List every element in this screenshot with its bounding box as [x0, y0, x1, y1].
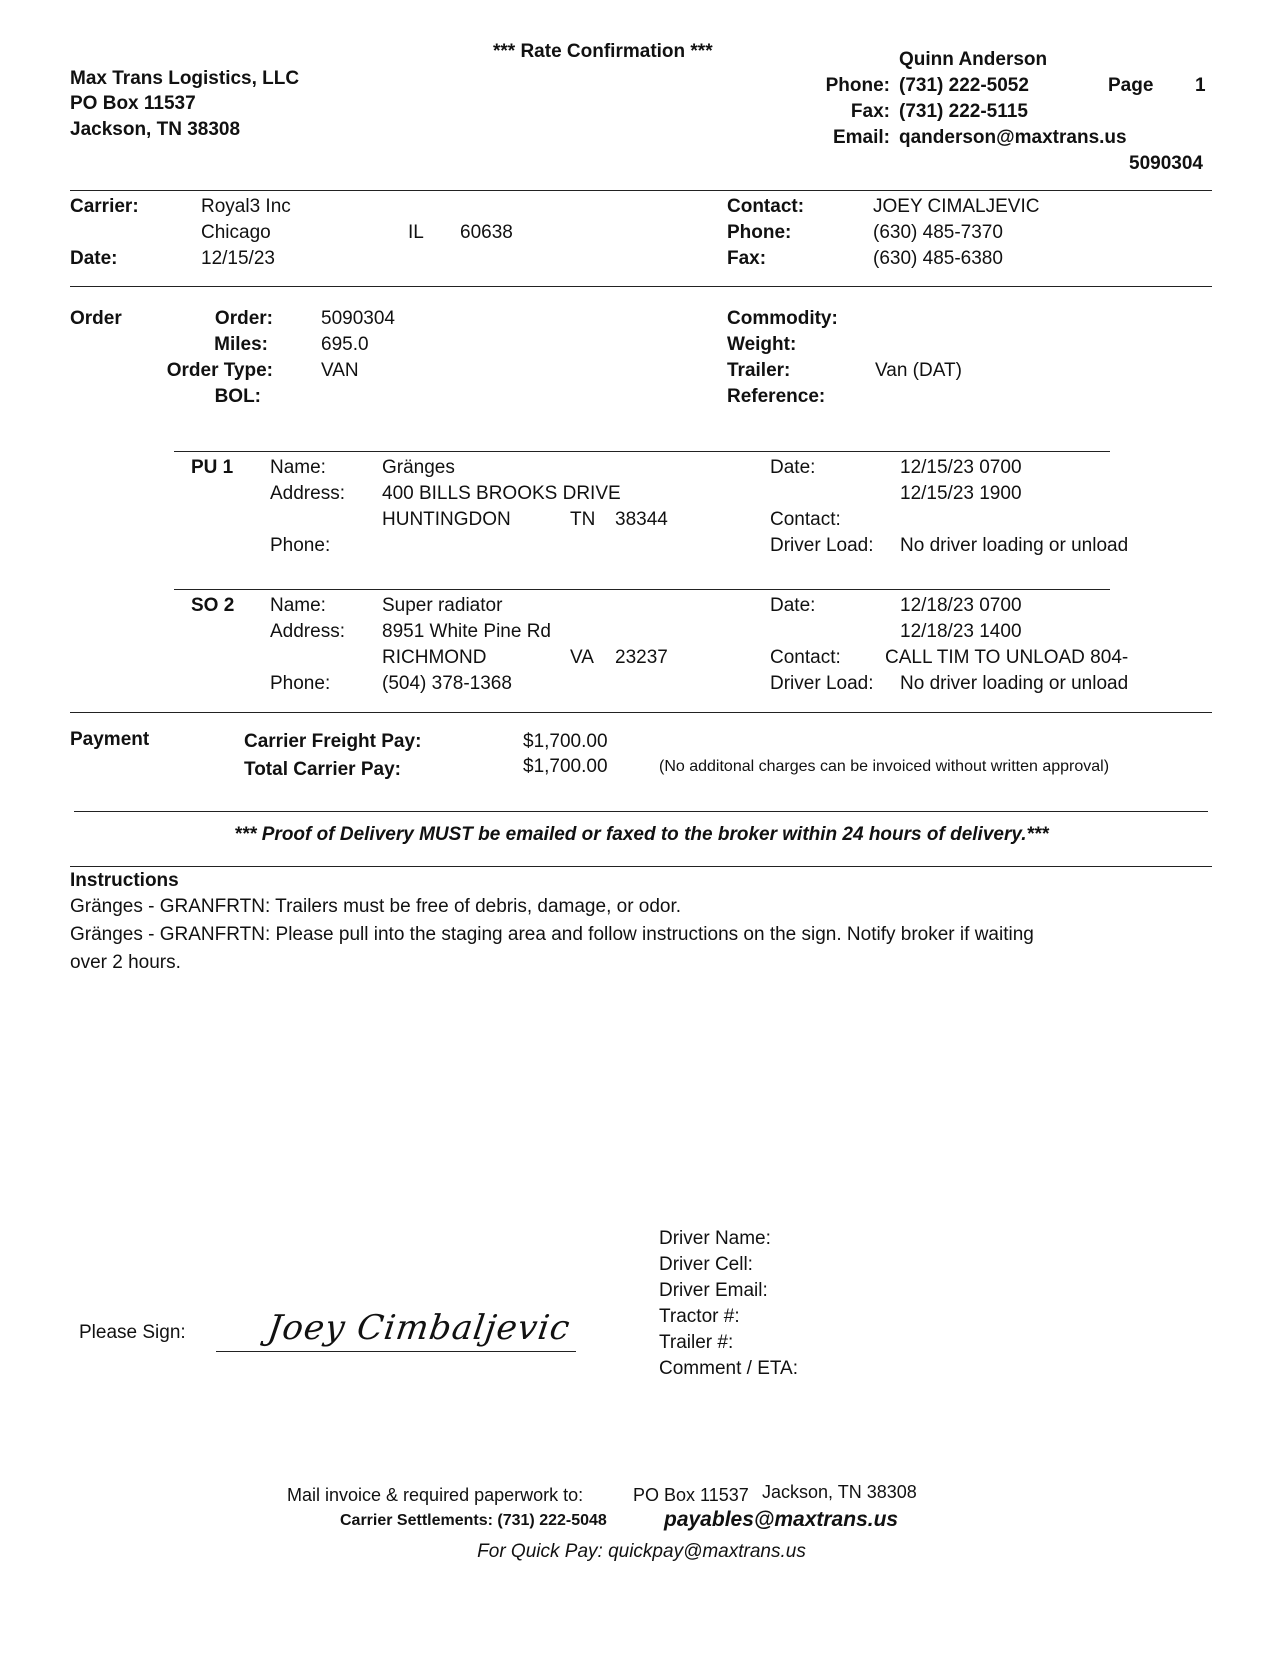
signature-image: Joey Cimbaljevic [265, 1308, 573, 1348]
footer-po-box: PO Box 11537 [633, 1485, 749, 1505]
divider [174, 589, 1110, 590]
stop-phone: (504) 378-1368 [382, 673, 512, 694]
order-number: 5090304 [321, 308, 395, 329]
carrier-fax: (630) 485-6380 [873, 248, 1003, 269]
instruction-line: over 2 hours. [70, 952, 181, 973]
stop-name: Gränges [382, 457, 455, 478]
company-address-line1: PO Box 11537 [70, 93, 196, 114]
header-order-number: 5090304 [1129, 153, 1203, 174]
carrier-label: Carrier: [70, 196, 139, 217]
driver-cell-label: Driver Cell: [659, 1254, 753, 1275]
divider [70, 712, 1212, 713]
divider [70, 286, 1212, 287]
stop-contact-label: Contact: [770, 509, 841, 530]
stop-name-label: Name: [270, 595, 326, 616]
carrier-zip: 60638 [460, 222, 513, 243]
miles-label: Miles: [214, 334, 268, 355]
carrier-state: IL [408, 222, 424, 243]
rep-phone-label: Phone: [825, 75, 890, 96]
trailer-label: Trailer: [727, 360, 791, 381]
stop-date-end: 12/15/23 1900 [900, 483, 1022, 504]
carrier-settlements: Carrier Settlements: (731) 222-5048 [340, 1512, 607, 1529]
stop-phone-label: Phone: [270, 535, 331, 556]
carrier-phone-label: Phone: [727, 222, 792, 243]
tractor-label: Tractor #: [659, 1306, 740, 1327]
instructions-title: Instructions [70, 870, 179, 891]
order-section-label: Order [70, 308, 122, 329]
bol-label: BOL: [214, 386, 261, 407]
confirmation-date: 12/15/23 [201, 248, 275, 269]
stop-driver-load-label: Driver Load: [770, 673, 874, 694]
company-address-line2: Jackson, TN 38308 [70, 119, 241, 140]
order-type: VAN [321, 360, 359, 381]
date-label: Date: [70, 248, 118, 269]
stop-address-line1: 400 BILLS BROOKS DRIVE [382, 483, 621, 504]
driver-email-label: Driver Email: [659, 1280, 768, 1301]
total-pay-label: Total Carrier Pay: [244, 759, 401, 780]
rep-fax-label: Fax: [850, 101, 890, 122]
trailer-number-label: Trailer #: [659, 1332, 734, 1353]
order-label: Order: [214, 308, 273, 329]
carrier-contact: JOEY CIMALJEVIC [873, 196, 1040, 217]
stop-date-start: 12/18/23 0700 [900, 595, 1022, 616]
weight-label: Weight: [727, 334, 797, 355]
divider [74, 811, 1208, 812]
stop-name-label: Name: [270, 457, 326, 478]
signature-line [216, 1351, 576, 1352]
stop-zip: 23237 [615, 647, 668, 668]
page-label: Page [1108, 75, 1154, 96]
stop-city: HUNTINGDON [382, 509, 511, 530]
divider [70, 190, 1212, 191]
stop-address-label: Address: [270, 483, 345, 504]
stop-contact-label: Contact: [770, 647, 841, 668]
document-title: *** Rate Confirmation *** [493, 41, 713, 62]
quick-pay[interactable]: For Quick Pay: quickpay@maxtrans.us [477, 1541, 806, 1562]
order-type-label: Order Type: [166, 360, 273, 381]
mail-invoice-label: Mail invoice & required paperwork to: [287, 1485, 584, 1505]
stop-state: TN [570, 509, 596, 530]
stop-driver-load: No driver loading or unload [900, 535, 1129, 556]
instruction-line: Gränges - GRANFRTN: Please pull into the staging area and follow instructions on the sign. Notify broker if waiting [70, 924, 1034, 945]
stop-date-label: Date: [770, 595, 816, 616]
carrier-name: Royal3 Inc [201, 196, 291, 217]
stop-id: SO 2 [191, 595, 235, 616]
stop-city: RICHMOND [382, 647, 487, 668]
stop-address-label: Address: [270, 621, 345, 642]
stop-address-line1: 8951 White Pine Rd [382, 621, 551, 642]
rep-email[interactable]: qanderson@maxtrans.us [899, 127, 1127, 148]
miles: 695.0 [321, 334, 369, 355]
company-name: Max Trans Logistics, LLC [70, 68, 300, 89]
rep-email-label: Email: [832, 127, 890, 148]
freight-pay-label: Carrier Freight Pay: [244, 731, 422, 752]
divider [174, 451, 1110, 452]
rep-name: Quinn Anderson [899, 49, 1048, 70]
stop-date-start: 12/15/23 0700 [900, 457, 1022, 478]
stop-state: VA [570, 647, 594, 668]
rep-fax: (731) 222-5115 [899, 101, 1028, 122]
instruction-line: Gränges - GRANFRTN: Trailers must be free of debris, damage, or odor. [70, 896, 682, 917]
stop-date-end: 12/18/23 1400 [900, 621, 1022, 642]
stop-driver-load: No driver loading or unload [900, 673, 1129, 694]
please-sign-label: Please Sign: [79, 1322, 186, 1343]
footer-city-state: Jackson, TN 38308 [762, 1482, 917, 1502]
stop-id: PU 1 [191, 457, 234, 478]
carrier-fax-label: Fax: [727, 248, 767, 269]
rep-phone: (731) 222-5052 [899, 75, 1029, 96]
comment-eta-label: Comment / ETA: [659, 1358, 799, 1379]
stop-name: Super radiator [382, 595, 503, 616]
stop-date-label: Date: [770, 457, 816, 478]
stop-driver-load-label: Driver Load: [770, 535, 874, 556]
payment-section-label: Payment [70, 729, 150, 750]
carrier-city: Chicago [201, 222, 271, 243]
payment-note: (No additonal charges can be invoiced without written approval) [659, 758, 1110, 775]
page-number: 1 [1195, 75, 1206, 96]
pod-notice: *** Proof of Delivery MUST be emailed or faxed to the broker within 24 hours of delivery.*** [234, 824, 1049, 845]
reference-label: Reference: [727, 386, 826, 407]
stop-zip: 38344 [615, 509, 668, 530]
divider [70, 866, 1212, 867]
stop-contact: CALL TIM TO UNLOAD 804- [885, 647, 1129, 668]
carrier-contact-label: Contact: [727, 196, 805, 217]
commodity-label: Commodity: [727, 308, 838, 329]
freight-pay: $1,700.00 [523, 731, 608, 752]
total-pay: $1,700.00 [523, 756, 608, 777]
trailer-type: Van (DAT) [875, 360, 962, 381]
stop-phone-label: Phone: [270, 673, 331, 694]
payables-email[interactable]: payables@maxtrans.us [664, 1508, 899, 1531]
carrier-phone: (630) 485-7370 [873, 222, 1003, 243]
driver-name-label: Driver Name: [659, 1228, 771, 1249]
